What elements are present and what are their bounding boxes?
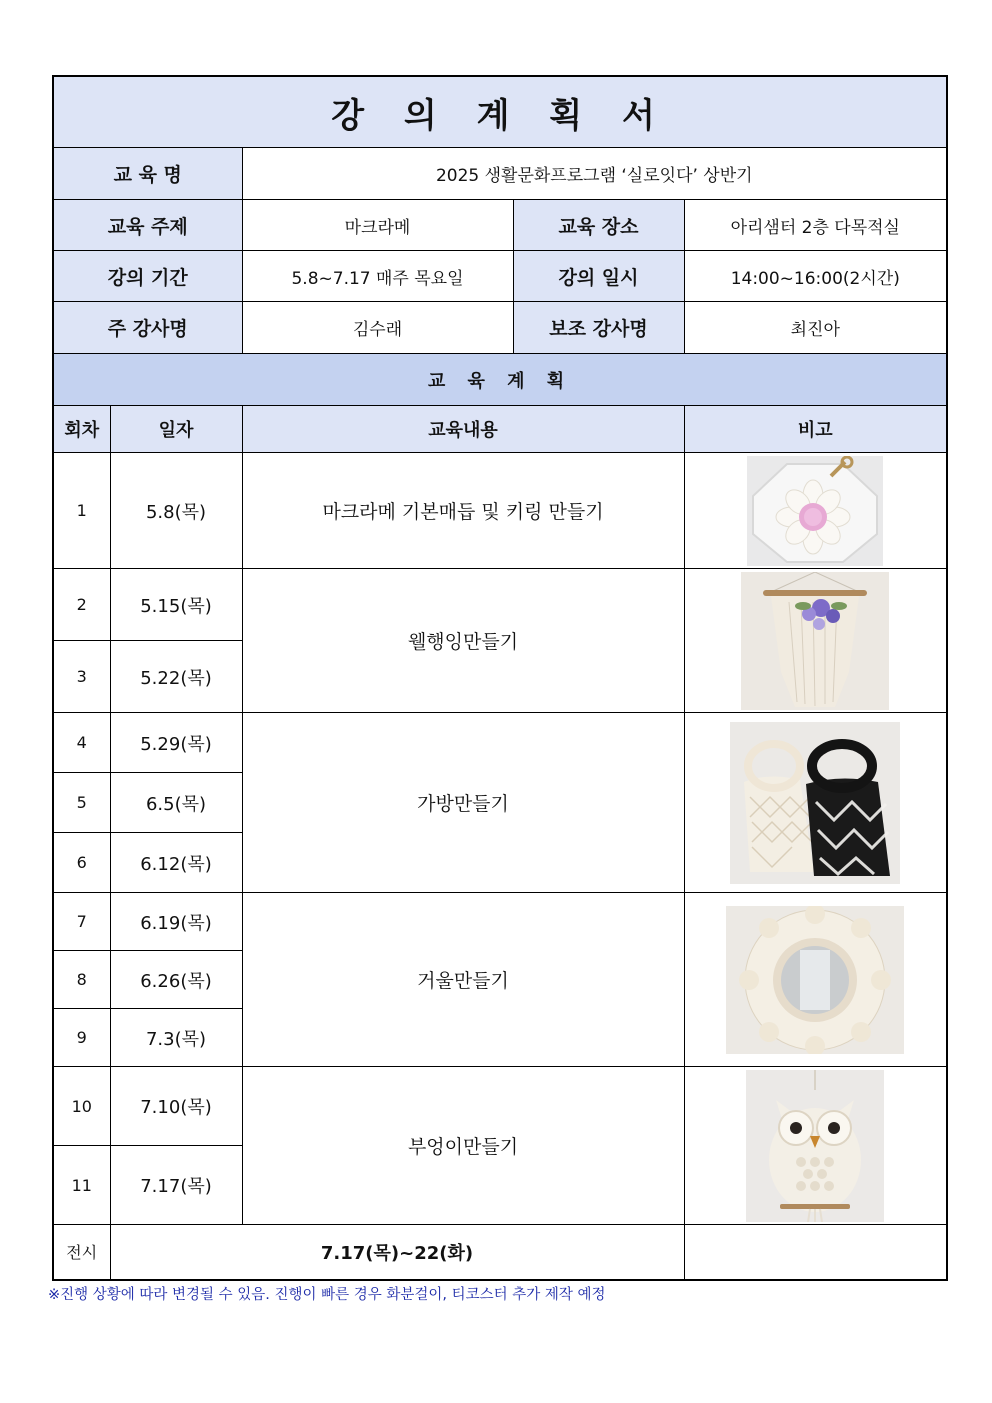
period-label: 강의 기간 bbox=[53, 251, 242, 302]
exhibition-dates: 7.17(목)~22(화) bbox=[110, 1225, 684, 1280]
wall-hanging-photo bbox=[741, 572, 889, 710]
header-date: 일자 bbox=[110, 406, 242, 453]
time-label: 강의 일시 bbox=[513, 251, 684, 302]
bags-photo bbox=[730, 722, 900, 884]
time-value: 14:00~16:00(2시간) bbox=[684, 251, 947, 302]
lecture-plan-document bbox=[52, 75, 946, 1281]
exhibition-label: 전시 bbox=[53, 1225, 110, 1280]
table-row bbox=[53, 453, 947, 569]
table-row bbox=[53, 713, 947, 773]
header-content: 교육내용 bbox=[242, 406, 684, 453]
header-remarks: 비고 bbox=[684, 406, 947, 453]
place-value: 아리샘터 2층 다목적실 bbox=[684, 200, 947, 251]
mirror-photo bbox=[726, 906, 904, 1054]
remarks-cell bbox=[684, 569, 947, 713]
instructor-value: 김수래 bbox=[242, 302, 513, 354]
session-content: 가방만들기 bbox=[242, 713, 684, 893]
document-title: 강 의 계 획 서 bbox=[53, 76, 947, 148]
footnote: ※진행 상황에 따라 변경될 수 있음. 진행이 빠른 경우 화분걸이, 티코스터 추가 제작 예정 bbox=[48, 1287, 606, 1303]
period-value: 5.8~7.17 매주 목요일 bbox=[242, 251, 513, 302]
keyring-photo bbox=[747, 456, 883, 566]
remarks-cell bbox=[684, 713, 947, 893]
header-session: 회차 bbox=[53, 406, 110, 453]
remarks-cell bbox=[684, 1067, 947, 1225]
topic-value: 마크라메 bbox=[242, 200, 513, 251]
session-date: 5.22(목) bbox=[110, 641, 242, 713]
session-number: 3 bbox=[53, 641, 110, 713]
topic-label: 교육 주제 bbox=[53, 200, 242, 251]
edu-name-value: 2025 생활문화프로그램 ‘실로잇다’ 상반기 bbox=[242, 148, 947, 200]
session-date: 6.26(목) bbox=[110, 951, 242, 1009]
session-number: 7 bbox=[53, 893, 110, 951]
plan-section-title: 교 육 계 획 bbox=[53, 354, 947, 406]
session-content: 부엉이만들기 bbox=[242, 1067, 684, 1225]
session-date: 6.12(목) bbox=[110, 833, 242, 893]
session-number: 11 bbox=[53, 1146, 110, 1225]
session-number: 8 bbox=[53, 951, 110, 1009]
session-date: 6.19(목) bbox=[110, 893, 242, 951]
owl-photo bbox=[746, 1070, 884, 1222]
session-number: 6 bbox=[53, 833, 110, 893]
table-row bbox=[53, 1067, 947, 1146]
session-date: 7.3(목) bbox=[110, 1009, 242, 1067]
place-label: 교육 장소 bbox=[513, 200, 684, 251]
session-date: 5.29(목) bbox=[110, 713, 242, 773]
session-number: 5 bbox=[53, 773, 110, 833]
session-date: 5.8(목) bbox=[110, 453, 242, 569]
assistant-value: 최진아 bbox=[684, 302, 947, 354]
session-number: 2 bbox=[53, 569, 110, 641]
exhibition-remarks bbox=[684, 1225, 947, 1280]
table-row bbox=[53, 569, 947, 641]
exhibition-row bbox=[53, 1225, 947, 1280]
lecture-plan-table bbox=[52, 75, 948, 1281]
session-content: 웰행잉만들기 bbox=[242, 569, 684, 713]
session-date: 7.17(목) bbox=[110, 1146, 242, 1225]
edu-name-label: 교 육 명 bbox=[53, 148, 242, 200]
remarks-cell bbox=[684, 453, 947, 569]
session-content: 마크라메 기본매듭 및 키링 만들기 bbox=[242, 453, 684, 569]
table-row bbox=[53, 893, 947, 951]
instructor-label: 주 강사명 bbox=[53, 302, 242, 354]
session-date: 5.15(목) bbox=[110, 569, 242, 641]
session-date: 7.10(목) bbox=[110, 1067, 242, 1146]
session-number: 1 bbox=[53, 453, 110, 569]
remarks-cell bbox=[684, 893, 947, 1067]
session-number: 10 bbox=[53, 1067, 110, 1146]
session-content: 거울만들기 bbox=[242, 893, 684, 1067]
session-date: 6.5(목) bbox=[110, 773, 242, 833]
session-number: 9 bbox=[53, 1009, 110, 1067]
assistant-label: 보조 강사명 bbox=[513, 302, 684, 354]
session-number: 4 bbox=[53, 713, 110, 773]
